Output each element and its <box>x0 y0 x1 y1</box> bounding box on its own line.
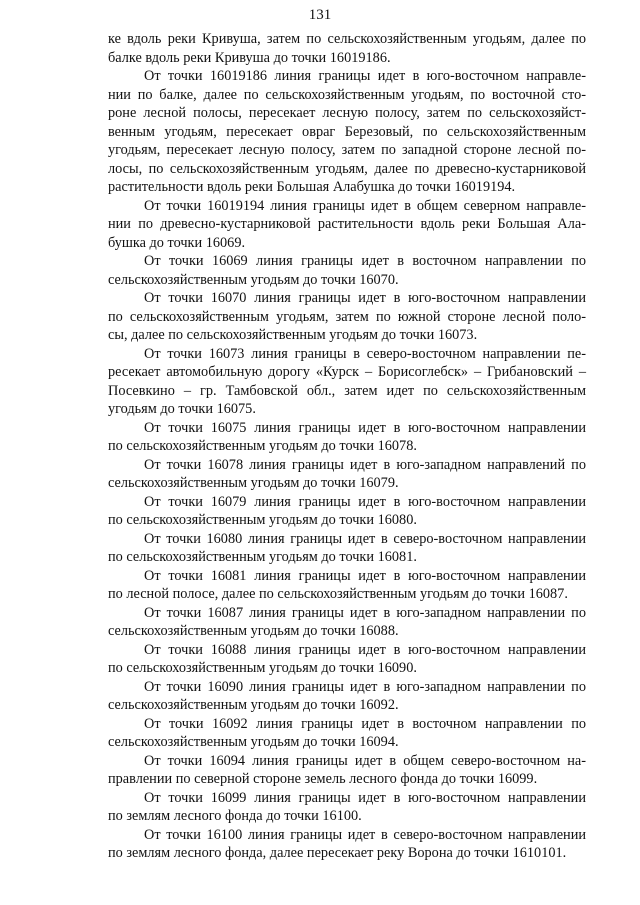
text-line: по землям лесного фонда, далее пересекает реку Ворона до точки 1610101. <box>108 845 567 861</box>
text-line: нии по древесно-кустарниковой растительности вдоль реки Большая Ала- <box>108 216 586 232</box>
text-line: сельскохозяйственным угодьям до точки 16092. <box>108 697 399 713</box>
text-line: по лесной полосе, далее по сельскохозяйственным угодьям до точки 16087. <box>108 586 568 602</box>
paragraph <box>108 530 586 567</box>
text-line: по сельскохозяйственным угодьям до точки 16081. <box>108 549 417 565</box>
paragraph <box>108 604 586 641</box>
text-line: по землям лесного фонда до точки 16100. <box>108 808 362 824</box>
document-body <box>108 30 586 863</box>
text-line: От точки 16019194 линия границы идет в общем северном направле- <box>144 197 586 214</box>
paragraph <box>108 826 586 863</box>
text-line: сельскохозяйственным угодьям до точки 16070. <box>108 271 399 288</box>
text-line: сельскохозяйственным угодьям до точки 16094. <box>108 734 399 750</box>
text-line: сы, далее по сельскохозяйственным угодьям до точки 16073. <box>108 327 478 343</box>
text-line: по сельскохозяйственным угодьям, затем по южной стороне лесной поло- <box>108 308 586 325</box>
text-line: венным угодьям, пересекает овраг Березовый, по сельскохозяйственным <box>108 123 586 140</box>
paragraph <box>108 789 586 826</box>
text-line: От точки 16092 линия границы идет в восточном направлении по <box>144 715 586 732</box>
paragraph <box>108 567 586 604</box>
paragraph <box>108 289 586 345</box>
text-line: От точки 16090 линия границы идет в юго-западном направлении по <box>144 678 586 695</box>
text-line: по сельскохозяйственным угодьям до точки 16078. <box>108 438 417 454</box>
text-line: От точки 16019186 линия границы идет в юго-восточном направле- <box>144 68 586 84</box>
paragraph <box>108 493 586 530</box>
text-line: ресекает автомобильную дорогу «Курск – Борисоглебск» – Грибановский – <box>108 364 586 380</box>
paragraph <box>108 419 586 456</box>
text-line: От точки 16099 линия границы идет в юго-восточном направлении <box>144 789 586 806</box>
text-line: Посевкино – гр. Тамбовской обл., затем идет по сельскохозяйственным <box>108 382 586 399</box>
text-line: От точки 16073 линия границы в северо-восточном направлении пе- <box>144 345 586 362</box>
text-line: по сельскохозяйственным угодьям до точки 16090. <box>108 660 417 676</box>
paragraph <box>108 678 586 715</box>
text-line: бушка до точки 16069. <box>108 234 246 251</box>
paragraph <box>108 67 586 197</box>
text-line: От точки 16080 линия границы идет в северо-восточном направлении <box>144 530 586 547</box>
text-line: От точки 16088 линия границы идет в юго-восточном направлении <box>144 641 586 658</box>
text-line: От точки 16087 линия границы идет в юго-западном направлении по <box>144 604 586 621</box>
text-line: правлении по северной стороне земель лесного фонда до точки 16099. <box>108 771 538 787</box>
text-line: сельскохозяйственным угодьям до точки 16088. <box>108 623 399 639</box>
text-line: сельскохозяйственным угодьям до точки 16079. <box>108 475 399 491</box>
paragraph <box>108 30 586 67</box>
text-line: От точки 16079 линия границы идет в юго-восточном направлении <box>144 493 586 510</box>
text-line: От точки 16100 линия границы идет в северо-восточном направлении <box>144 826 586 843</box>
paragraph <box>108 641 586 678</box>
text-line: балке вдоль реки Кривуша до точки 16019186. <box>108 49 391 66</box>
text-line: От точки 16078 линия границы идет в юго-западном направлений по <box>144 456 586 473</box>
text-line: ке вдоль реки Кривуша, затем по сельскохозяйственным угодьям, далее по <box>108 31 586 47</box>
paragraph <box>108 345 586 419</box>
text-line: по сельскохозяйственным угодьям до точки 16080. <box>108 512 417 528</box>
text-line: От точки 16081 линия границы идет в юго-восточном направлении <box>144 567 586 584</box>
text-line: От точки 16069 линия границы идет в восточном направлении по <box>144 253 586 269</box>
text-line: нии по балке, далее по сельскохозяйственным угодьям, по восточной сто- <box>108 86 586 103</box>
page-number: 131 <box>308 7 332 23</box>
paragraph <box>108 752 586 789</box>
paragraph <box>108 456 586 493</box>
text-line: От точки 16094 линия границы идет в общем северо-восточном на- <box>144 752 586 769</box>
text-line: От точки 16070 линия границы идет в юго-восточном направлении <box>144 290 586 306</box>
text-line: растительности вдоль реки Большая Алабушка до точки 16019194. <box>108 179 516 195</box>
paragraph <box>108 715 586 752</box>
text-line: угодьям до точки 16075. <box>108 401 256 417</box>
text-line: угодьям, пересекает лесную полосу, затем по западной стороне лесной по- <box>108 142 586 158</box>
text-line: От точки 16075 линия границы идет в юго-восточном направлении <box>144 419 586 436</box>
paragraph <box>108 197 586 253</box>
text-line: лосы, по сельскохозяйственным угодьям, далее по древесно-кустарниковой <box>108 160 586 177</box>
paragraph <box>108 252 586 289</box>
text-line: роне лесной полосы, пересекает лесную полосу, затем по сельскохозяйст- <box>108 105 586 121</box>
